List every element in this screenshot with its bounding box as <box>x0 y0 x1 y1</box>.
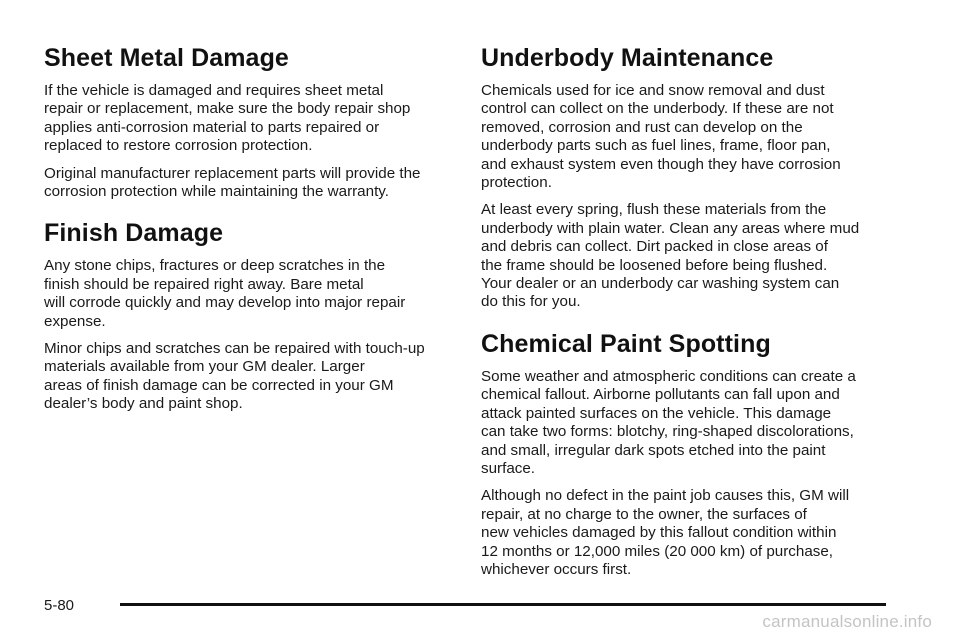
paragraph <box>481 487 901 579</box>
text-line: new vehicles damaged by this fallout condition within <box>481 524 837 542</box>
text-line: Your dealer or an underbody car washing system can <box>481 275 840 293</box>
heading-chemical-paint-spotting: Chemical Paint Spotting <box>481 329 771 358</box>
text-line: areas of finish damage can be corrected in your GM <box>44 376 394 394</box>
paragraph <box>481 368 901 478</box>
left-column <box>44 42 454 423</box>
text-line: chemical fallout. Airborne pollutants can fall upon and <box>481 386 840 404</box>
paragraph <box>44 82 454 156</box>
text-line: 12 months or 12,000 miles (20 000 km) of purchase, <box>481 542 834 560</box>
text-line: repair, at no charge to the owner, the surfaces of <box>481 505 807 523</box>
paragraph <box>481 82 901 192</box>
text-line: Some weather and atmospheric conditions can create a <box>481 367 856 385</box>
text-line: surface. <box>481 459 536 477</box>
text-line: Any stone chips, fractures or deep scratches in the <box>44 257 386 275</box>
section-chemical-paint-spotting <box>481 328 901 579</box>
heading-sheet-metal-damage: Sheet Metal Damage <box>44 44 289 72</box>
text-line: Original manufacturer replacement parts will provide the <box>44 164 421 182</box>
page-number: 5-80 <box>44 597 75 614</box>
text-line: do this for you. <box>481 293 581 311</box>
text-line: expense. <box>44 312 106 330</box>
text-line: If the vehicle is damaged and requires sheet metal <box>44 82 384 99</box>
text-line: control can collect on the underbody. If these are not <box>481 100 834 118</box>
text-line: can take two forms: blotchy, ring-shaped discolorations, <box>481 423 854 441</box>
text-line: will corrode quickly and may develop into major repair <box>44 294 406 312</box>
text-line: removed, corrosion and rust can develop on the <box>481 118 803 136</box>
heading-underbody-maintenance: Underbody Maintenance <box>481 44 774 72</box>
text-line: applies anti-corrosion material to parts repaired or <box>44 118 380 136</box>
text-line: underbody with plain water. Clean any areas where mud <box>481 219 860 237</box>
text-line: and small, irregular dark spots etched into the paint <box>481 441 826 459</box>
heading-finish-damage: Finish Damage <box>44 219 224 248</box>
paragraph <box>44 257 454 331</box>
text-line: dealer’s body and paint shop. <box>44 395 243 413</box>
text-line: corrosion protection while maintaining the warranty. <box>44 183 389 201</box>
paragraph <box>481 201 901 311</box>
text-line: underbody parts such as fuel lines, frame, floor pan, <box>481 137 831 155</box>
text-line: Chemicals used for ice and snow removal and dust <box>481 82 825 99</box>
text-line: Minor chips and scratches can be repaired with touch-up <box>44 340 425 358</box>
text-line: and debris can collect. Dirt packed in close areas of <box>481 238 828 256</box>
text-line: attack painted surfaces on the vehicle. This damage <box>481 404 832 422</box>
right-column <box>481 42 901 588</box>
text-line: repair or replacement, make sure the body repair shop <box>44 100 411 118</box>
section-sheet-metal-damage <box>44 42 454 201</box>
text-line: replaced to restore corrosion protection. <box>44 137 313 155</box>
text-line: and exhaust system even though they have corrosion <box>481 155 841 173</box>
text-line: materials available from your GM dealer. Larger <box>44 358 365 376</box>
text-line: Although no defect in the paint job causes this, GM will <box>481 487 850 505</box>
text-line: At least every spring, flush these materials from the <box>481 201 827 219</box>
text-line: finish should be repaired right away. Bare metal <box>44 275 364 293</box>
section-underbody-maintenance <box>481 42 901 312</box>
paragraph <box>44 340 454 414</box>
text-line: protection. <box>481 174 552 192</box>
text-line: whichever occurs first. <box>481 560 632 578</box>
paragraph <box>44 165 454 202</box>
text-line: the frame should be loosened before being flushed. <box>481 256 828 274</box>
watermark: carmanualsonline.info <box>762 612 932 631</box>
section-finish-damage <box>44 217 454 413</box>
footer-divider <box>120 603 886 606</box>
